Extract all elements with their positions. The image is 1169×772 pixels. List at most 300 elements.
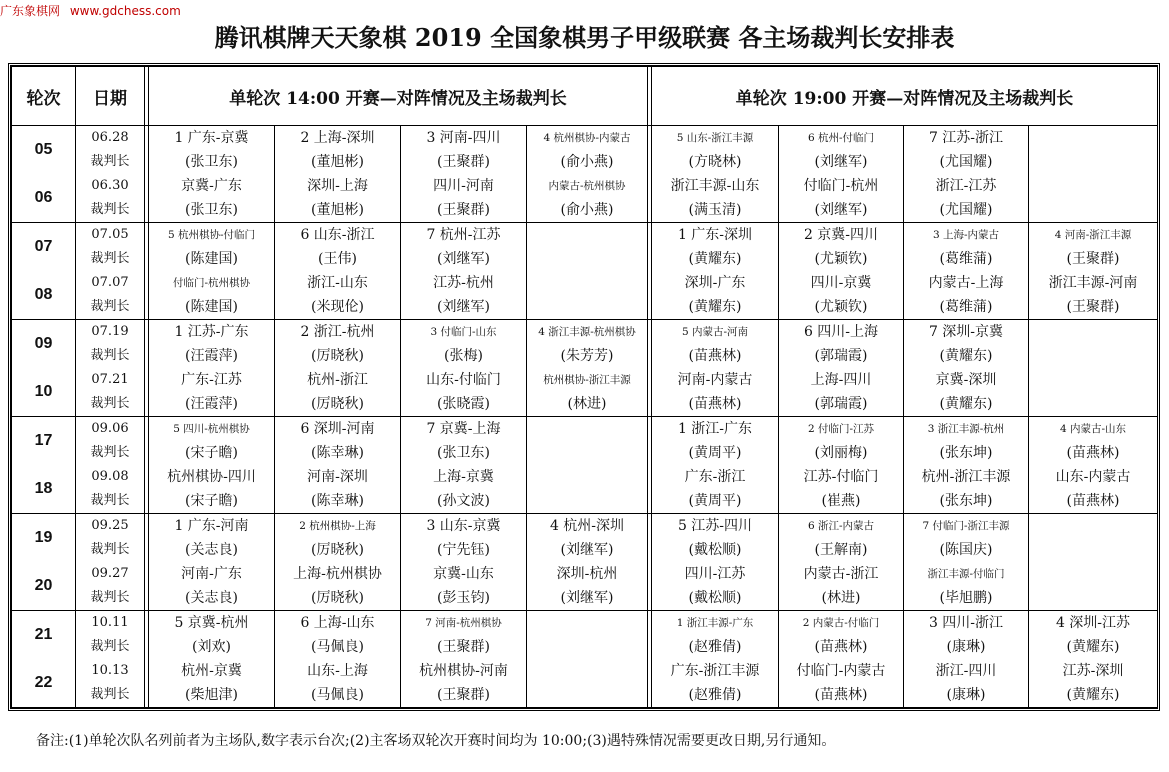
home-match: 6 杭州-付临门 [807, 132, 875, 144]
home-referee: (张东坤) [939, 445, 993, 461]
date-cell [76, 126, 145, 223]
round-number: 06 [34, 189, 53, 206]
away-referee [1029, 392, 1157, 416]
away-referee [527, 295, 647, 319]
header-round: 轮次 [12, 67, 76, 126]
away-referee: (董旭彬) [311, 202, 364, 218]
home-referee: (刘继军) [560, 542, 614, 558]
home-referee: (苗燕林) [814, 639, 868, 655]
referee-label: 裁判长 [90, 299, 130, 314]
referee-label: 裁判长 [90, 639, 130, 654]
away-match: 浙江-山东 [307, 275, 368, 291]
referee-label: 裁判长 [90, 542, 130, 557]
home-match: 4 内蒙古-山东 [1059, 423, 1127, 435]
away-match [1029, 562, 1157, 586]
home-match [1029, 320, 1157, 344]
referee-label: 裁判长 [90, 590, 130, 605]
away-referee: (尤颖钦) [814, 299, 868, 315]
afternoon-match-cell [527, 417, 648, 514]
home-match: 3 四川-浙江 [928, 615, 1004, 631]
away-match: 付临门-杭州 [803, 178, 879, 194]
home-match: 2 浙江-杭州 [300, 324, 375, 340]
home-match [1029, 126, 1157, 150]
home-match: 2 付临门-江苏 [807, 423, 875, 435]
referee-schedule-table [11, 66, 1158, 708]
away-referee: (康琳) [946, 687, 986, 703]
afternoon-match-cell [275, 126, 401, 223]
evening-match-cell [652, 611, 779, 708]
document-title: 腾讯棋牌天天象棋 2019 全国象棋男子甲级联赛 各主场裁判长安排表 [214, 23, 955, 52]
afternoon-match-cell [149, 126, 275, 223]
home-match: 4 河南-浙江丰源 [1054, 229, 1132, 241]
away-referee [1029, 586, 1157, 610]
match-date: 07.21 [91, 372, 129, 387]
home-match [527, 417, 647, 441]
home-match [527, 611, 647, 635]
evening-match-cell [1029, 611, 1158, 708]
away-match: 江苏-付临门 [803, 469, 879, 485]
away-match: 四川-京冀 [810, 275, 872, 291]
away-match [527, 659, 647, 683]
schedule-row [12, 611, 1158, 708]
round-cell [12, 320, 76, 417]
referee-label: 裁判长 [90, 154, 130, 169]
home-match: 1 广东-京冀 [174, 130, 249, 146]
round-cell [12, 514, 76, 611]
match-date: 09.08 [91, 469, 129, 484]
date-cell [76, 417, 145, 514]
evening-match-cell [652, 223, 779, 320]
home-match: 4 杭州棋协-内蒙古 [543, 132, 631, 144]
home-referee: (王聚群) [437, 639, 490, 655]
away-referee: (彭玉钧) [437, 590, 490, 606]
away-referee: (宋子瞻) [185, 493, 238, 509]
away-referee [527, 489, 647, 513]
home-match: 2 上海-深圳 [300, 130, 375, 146]
away-match: 广东-江苏 [181, 372, 242, 388]
away-referee: (葛维蒲) [939, 299, 993, 315]
home-referee: (俞小燕) [560, 154, 614, 170]
away-match: 河南-广东 [181, 566, 242, 582]
away-referee: (林进) [821, 590, 861, 606]
away-match: 内蒙古-上海 [928, 275, 1004, 291]
away-match: 杭州棋协-浙江丰源 [543, 374, 631, 386]
away-referee: (苗燕林) [1066, 493, 1120, 509]
round-cell [12, 417, 76, 514]
afternoon-match-cell [275, 417, 401, 514]
home-match: 7 河南-杭州棋协 [425, 617, 502, 629]
home-referee: (康琳) [946, 639, 986, 655]
away-referee: (张卫东) [185, 202, 238, 218]
match-date: 07.19 [91, 324, 129, 339]
home-referee: (刘继军) [814, 154, 868, 170]
away-referee: (王聚群) [437, 202, 490, 218]
evening-match-cell [904, 126, 1029, 223]
home-match: 1 浙江丰源-广东 [676, 617, 754, 629]
evening-match-cell [652, 126, 779, 223]
date-cell [76, 223, 145, 320]
header-date: 日期 [76, 67, 145, 126]
home-referee: (厉晓秋) [311, 542, 364, 558]
referee-label: 裁判长 [90, 348, 130, 363]
home-referee: (宁先钰) [437, 542, 490, 558]
afternoon-match-cell [401, 611, 527, 708]
away-referee: (苗燕林) [814, 687, 868, 703]
schedule-row [12, 320, 1158, 417]
home-referee: (王聚群) [437, 154, 490, 170]
round-number: 05 [34, 141, 53, 158]
afternoon-match-cell [149, 514, 275, 611]
evening-match-cell [652, 320, 779, 417]
afternoon-match-cell [527, 611, 648, 708]
home-referee: (关志良) [185, 542, 238, 558]
afternoon-match-cell [527, 320, 648, 417]
home-match: 4 杭州-深圳 [549, 518, 625, 534]
away-match: 京冀-广东 [181, 178, 242, 194]
away-referee [1029, 198, 1157, 222]
round-number: 08 [34, 286, 53, 303]
match-date: 06.30 [91, 178, 129, 193]
home-referee: (尤国耀) [939, 154, 993, 170]
away-referee: (关志良) [185, 590, 238, 606]
home-match: 3 上海-内蒙古 [932, 229, 1000, 241]
evening-match-cell [779, 126, 904, 223]
away-match: 上海-杭州棋协 [293, 566, 382, 582]
away-match: 内蒙古-杭州棋协 [548, 180, 626, 192]
evening-match-cell [779, 417, 904, 514]
afternoon-match-cell [149, 611, 275, 708]
away-referee: (满玉清) [688, 202, 742, 218]
round-number: 19 [34, 529, 53, 546]
away-match: 付临门-杭州棋协 [172, 277, 251, 289]
home-match: 2 京冀-四川 [803, 227, 879, 243]
home-referee: (宋子瞻) [185, 445, 238, 461]
home-match: 7 付临门-浙江丰源 [922, 520, 1010, 532]
home-referee: (张卫东) [437, 445, 490, 461]
away-referee: (黄耀东) [1066, 687, 1120, 703]
away-referee: (张晓霞) [437, 396, 490, 412]
home-referee: (方晓林) [688, 154, 742, 170]
away-referee: (黄耀东) [939, 396, 993, 412]
home-match [1029, 514, 1157, 538]
away-match [527, 465, 647, 489]
home-referee: (汪霞萍) [185, 348, 238, 364]
afternoon-match-cell [401, 417, 527, 514]
evening-match-cell [904, 611, 1029, 708]
away-referee: (厉晓秋) [311, 590, 364, 606]
home-match: 6 上海-山东 [300, 615, 375, 631]
away-referee: (黄耀东) [688, 299, 742, 315]
referee-label: 裁判长 [90, 251, 130, 266]
afternoon-match-cell [275, 611, 401, 708]
home-match: 7 江苏-浙江 [928, 130, 1004, 146]
away-referee: (郭瑞霞) [814, 396, 868, 412]
home-referee: (刘丽梅) [814, 445, 868, 461]
home-referee: (黄周平) [688, 445, 742, 461]
away-match: 杭州棋协-河南 [419, 663, 508, 679]
home-match: 1 广东-河南 [174, 518, 249, 534]
home-match: 7 杭州-江苏 [426, 227, 501, 243]
away-match: 杭州-浙江 [307, 372, 368, 388]
away-referee: (刘继军) [437, 299, 490, 315]
home-referee: (陈建国) [185, 251, 238, 267]
home-referee: (厉晓秋) [311, 348, 364, 364]
home-referee: (董旭彬) [311, 154, 364, 170]
evening-match-cell [1029, 320, 1158, 417]
home-match: 7 深圳-京冀 [928, 324, 1004, 340]
away-match: 深圳-上海 [307, 178, 368, 194]
home-match: 3 山东-京冀 [426, 518, 501, 534]
home-referee: (朱芳芳) [560, 348, 614, 364]
home-referee [1029, 538, 1157, 562]
away-referee: (刘继军) [814, 202, 868, 218]
afternoon-match-cell [149, 223, 275, 320]
afternoon-match-cell [527, 126, 648, 223]
match-date: 06.28 [91, 130, 129, 145]
afternoon-match-cell [149, 417, 275, 514]
away-referee: (俞小燕) [560, 202, 614, 218]
round-number: 09 [34, 335, 53, 352]
away-match: 深圳-杭州 [556, 566, 618, 582]
home-referee: (戴松顺) [688, 542, 742, 558]
away-match [1029, 368, 1157, 392]
home-referee: (黄耀东) [939, 348, 993, 364]
evening-match-cell [1029, 417, 1158, 514]
away-match: 浙江-四川 [935, 663, 997, 679]
away-match [527, 271, 647, 295]
schedule-row [12, 126, 1158, 223]
home-match: 3 浙江丰源-杭州 [927, 423, 1005, 435]
home-match: 5 京冀-杭州 [174, 615, 249, 631]
evening-match-cell [1029, 223, 1158, 320]
away-match: 杭州-浙江丰源 [921, 469, 1011, 485]
away-referee: (米现伦) [311, 299, 364, 315]
afternoon-match-cell [275, 223, 401, 320]
round-number: 17 [34, 432, 53, 449]
match-date: 07.05 [91, 227, 129, 242]
away-match: 山东-内蒙古 [1055, 469, 1131, 485]
match-date: 10.13 [91, 663, 129, 678]
home-referee: (葛维蒲) [939, 251, 993, 267]
referee-label: 裁判长 [90, 687, 130, 702]
away-match: 广东-浙江 [684, 469, 746, 485]
away-match: 河南-深圳 [307, 469, 368, 485]
home-match: 5 江苏-四川 [677, 518, 753, 534]
away-match: 江苏-深圳 [1062, 663, 1124, 679]
evening-match-cell [652, 417, 779, 514]
away-referee: (马佩良) [311, 687, 364, 703]
away-match: 浙江丰源-山东 [670, 178, 760, 194]
away-referee: (尤国耀) [939, 202, 993, 218]
referee-label: 裁判长 [90, 202, 130, 217]
away-match: 杭州-京冀 [181, 663, 242, 679]
away-match: 河南-内蒙古 [677, 372, 753, 388]
home-referee: (黄耀东) [688, 251, 742, 267]
away-match: 杭州棋协-四川 [167, 469, 256, 485]
date-cell [76, 611, 145, 708]
afternoon-match-cell [149, 320, 275, 417]
home-referee [1029, 344, 1157, 368]
away-referee: (林进) [567, 396, 607, 412]
away-match: 山东-上海 [307, 663, 368, 679]
evening-match-cell [1029, 514, 1158, 611]
home-referee: (郭瑞霞) [814, 348, 868, 364]
away-referee: (张东坤) [939, 493, 993, 509]
home-referee: (刘欢) [192, 639, 231, 655]
home-referee: (黄耀东) [1066, 639, 1120, 655]
home-match: 1 浙江-广东 [677, 421, 753, 437]
header-row [12, 67, 1158, 126]
away-referee: (孙文波) [437, 493, 490, 509]
home-match: 6 四川-上海 [803, 324, 879, 340]
home-match: 4 深圳-江苏 [1055, 615, 1131, 631]
header-afternoon-session: 单轮次 14:00 开赛—对阵情况及主场裁判长 [149, 67, 648, 126]
home-referee: (马佩良) [311, 639, 364, 655]
away-referee: (汪霞萍) [185, 396, 238, 412]
home-referee: (王解南) [814, 542, 868, 558]
referee-label: 裁判长 [90, 445, 130, 460]
round-number: 20 [34, 577, 53, 594]
schedule-row [12, 417, 1158, 514]
afternoon-match-cell [527, 514, 648, 611]
home-referee: (王伟) [318, 251, 357, 267]
evening-match-cell [779, 320, 904, 417]
referee-label: 裁判长 [90, 396, 130, 411]
home-match: 3 河南-四川 [426, 130, 501, 146]
round-cell [12, 223, 76, 320]
home-match: 2 内蒙古-付临门 [802, 617, 880, 629]
round-number: 18 [34, 480, 53, 497]
away-referee: (赵雅倩) [688, 687, 742, 703]
evening-match-cell [779, 611, 904, 708]
home-referee: (尤颖钦) [814, 251, 868, 267]
away-match [1029, 174, 1157, 198]
evening-match-cell [904, 417, 1029, 514]
home-referee [527, 441, 647, 465]
evening-match-cell [652, 514, 779, 611]
match-date: 10.11 [91, 615, 129, 630]
home-match: 1 广东-深圳 [677, 227, 753, 243]
home-referee: (张梅) [444, 348, 483, 364]
away-match: 京冀-山东 [433, 566, 494, 582]
away-match: 上海-京冀 [433, 469, 494, 485]
afternoon-match-cell [275, 514, 401, 611]
schedule-row [12, 514, 1158, 611]
away-referee: (戴松顺) [688, 590, 742, 606]
home-referee: (张卫东) [185, 154, 238, 170]
evening-match-cell [904, 514, 1029, 611]
away-referee: (刘继军) [560, 590, 614, 606]
home-match: 3 付临门-山东 [430, 326, 497, 338]
away-match: 广东-浙江丰源 [670, 663, 760, 679]
home-match: 5 山东-浙江丰源 [676, 132, 754, 144]
watermark-site-name: 广东象棋网 [0, 4, 61, 18]
watermark-site-url: www.gdchess.com [69, 4, 181, 18]
evening-match-cell [904, 320, 1029, 417]
referee-label: 裁判长 [90, 493, 130, 508]
away-match: 四川-江苏 [684, 566, 746, 582]
home-match: 5 内蒙古-河南 [681, 326, 749, 338]
schedule-row [12, 223, 1158, 320]
evening-match-cell [779, 223, 904, 320]
away-referee: (崔燕) [821, 493, 861, 509]
round-number: 07 [34, 238, 53, 255]
header-evening-session: 单轮次 19:00 开赛—对阵情况及主场裁判长 [652, 67, 1158, 126]
afternoon-match-cell [527, 223, 648, 320]
schedule-table-frame [8, 63, 1160, 711]
away-referee: (王聚群) [1066, 299, 1120, 315]
home-referee [527, 247, 647, 271]
home-match: 6 深圳-河南 [300, 421, 375, 437]
away-match: 内蒙古-浙江 [803, 566, 879, 582]
away-referee [527, 683, 647, 707]
home-referee: (陈幸琳) [311, 445, 364, 461]
home-match [527, 223, 647, 247]
footnote: 备注:(1)单轮次队名列前者为主场队,数字表示台次;(2)主客场双轮次开赛时间均为 10:00;(3)遇特殊情况需要更改日期,另行通知。 [36, 733, 836, 749]
schedule-body [12, 126, 1158, 708]
date-cell [76, 514, 145, 611]
round-number: 22 [34, 674, 53, 691]
away-match: 江苏-杭州 [433, 275, 494, 291]
home-referee: (陈国庆) [939, 542, 993, 558]
afternoon-match-cell [401, 514, 527, 611]
match-date: 09.06 [91, 421, 129, 436]
match-date: 09.27 [91, 566, 129, 581]
home-match: 7 京冀-上海 [426, 421, 501, 437]
away-match: 深圳-广东 [684, 275, 746, 291]
home-referee: (苗燕林) [688, 348, 742, 364]
away-match: 京冀-深圳 [935, 372, 997, 388]
away-match: 浙江丰源-河南 [1048, 275, 1138, 291]
match-date: 07.07 [91, 275, 129, 290]
home-referee [527, 635, 647, 659]
away-match: 四川-河南 [433, 178, 494, 194]
home-match: 4 浙江丰源-杭州棋协 [538, 326, 636, 338]
away-referee: (陈幸琳) [311, 493, 364, 509]
away-referee: (毕旭鹏) [939, 590, 993, 606]
away-referee: (黄周平) [688, 493, 742, 509]
home-match: 5 四川-杭州棋协 [173, 423, 250, 435]
round-cell [12, 611, 76, 708]
home-referee: (王聚群) [1066, 251, 1120, 267]
afternoon-match-cell [275, 320, 401, 417]
home-referee: (苗燕林) [1066, 445, 1120, 461]
home-referee [1029, 150, 1157, 174]
away-match: 付临门-内蒙古 [796, 663, 886, 679]
home-referee: (赵雅倩) [688, 639, 742, 655]
away-referee: (王聚群) [437, 687, 490, 703]
away-referee: (陈建国) [185, 299, 238, 315]
home-match: 6 浙江-内蒙古 [807, 520, 875, 532]
match-date: 09.25 [91, 518, 129, 533]
evening-match-cell [904, 223, 1029, 320]
date-cell [76, 320, 145, 417]
evening-match-cell [1029, 126, 1158, 223]
evening-match-cell [779, 514, 904, 611]
away-match: 浙江-江苏 [935, 178, 997, 194]
home-match: 2 杭州棋协-上海 [299, 520, 376, 532]
home-referee: (刘继军) [437, 251, 490, 267]
afternoon-match-cell [401, 223, 527, 320]
afternoon-match-cell [401, 126, 527, 223]
round-number: 21 [34, 626, 53, 643]
away-match: 山东-付临门 [426, 372, 501, 388]
round-cell [12, 126, 76, 223]
away-referee: (柴旭津) [185, 687, 238, 703]
away-referee: (苗燕林) [688, 396, 742, 412]
home-match: 5 杭州棋协-付临门 [167, 229, 256, 241]
home-match: 6 山东-浙江 [300, 227, 375, 243]
